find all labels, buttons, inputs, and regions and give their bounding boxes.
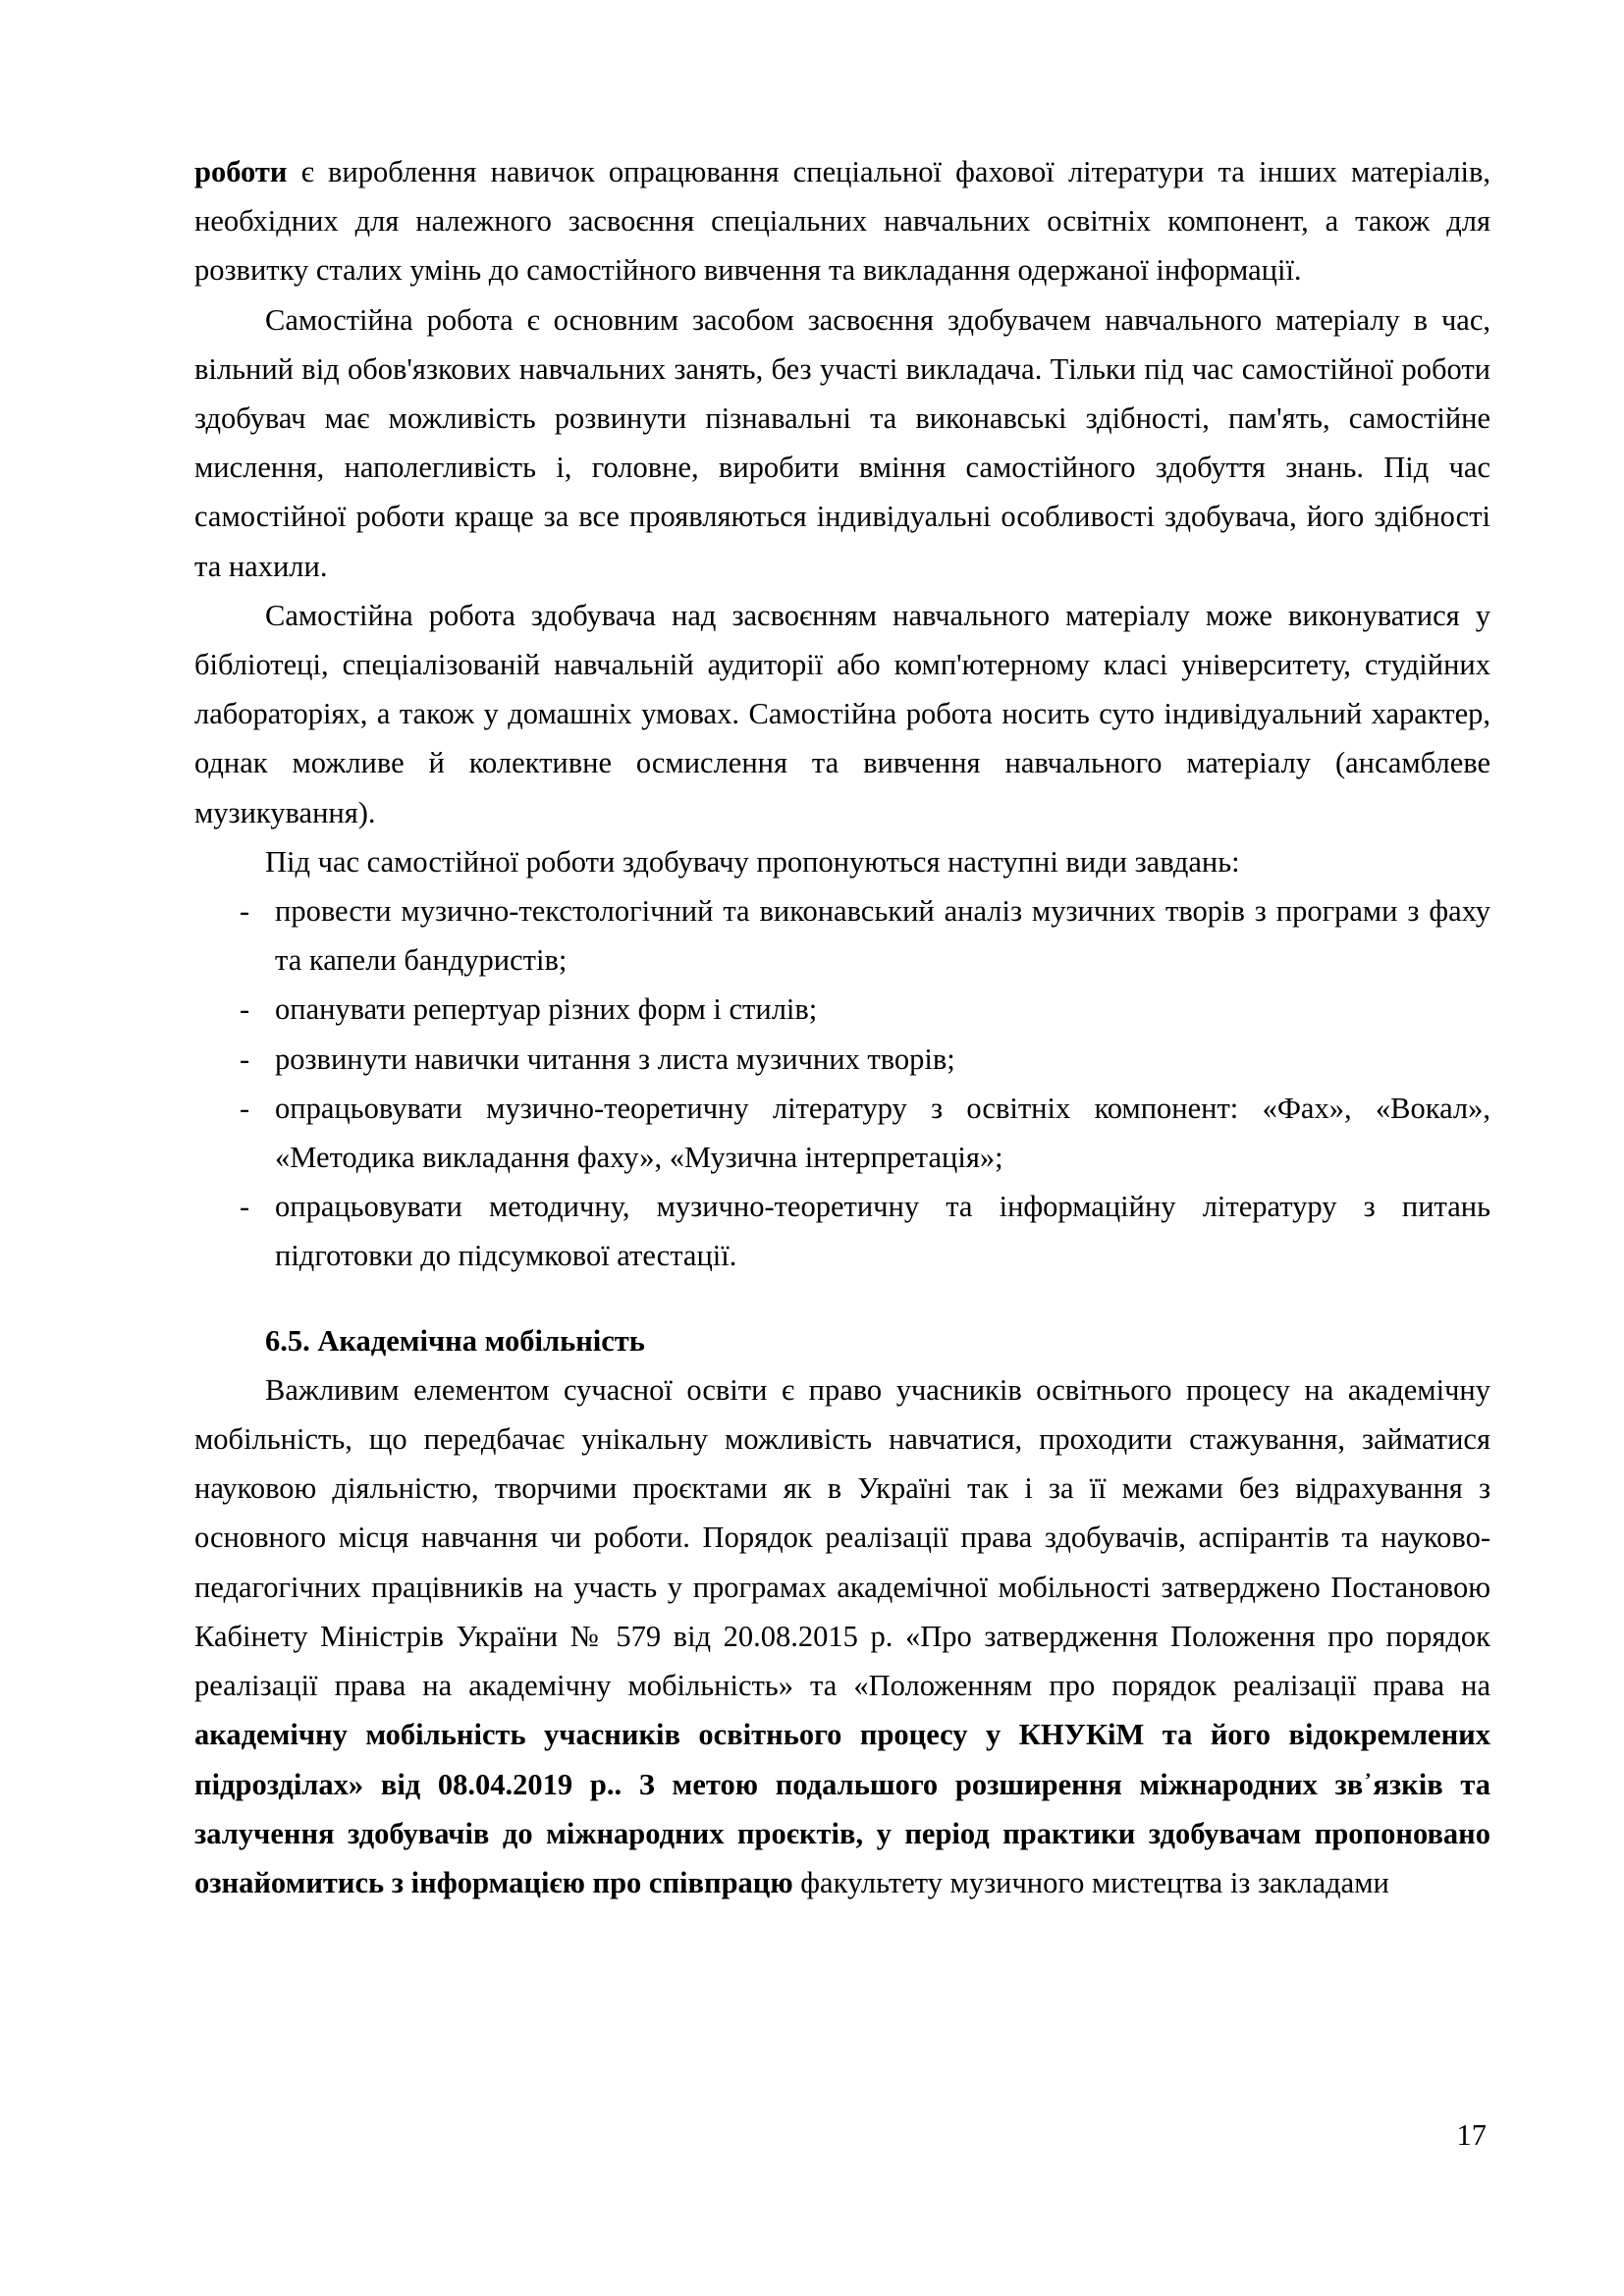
- list-item-label: розвинути навички читання з листа музичних творів;: [275, 1041, 955, 1076]
- paragraph-5: [194, 1365, 1490, 1907]
- list-marker-icon: -: [240, 1190, 250, 1224]
- paragraph-2: Самостійна робота є основним засобом засвоєння здобувачем навчального матеріалу в час, вільний від обов'язкових навчальних занять, без участі викладача. Тільки під час самостійної роботи здобувач має можливість розвинути пізнавальні та виконавські здібності, пам'ять, самостійне мислення, наполегливість і, головне, виробити вміння самостійного здобуття знань. Під час самостійної роботи краще за все проявляються індивідуальні особливості здобувача, його здібності та нахили.: [194, 302, 1490, 583]
- paragraph-5-part-3: факультету музичного мистецтва із закладами: [800, 1865, 1389, 1899]
- paragraph-3: Самостійна робота здобувача над засвоєнням навчального матеріалу може виконуватися у бібліотеці, спеціалізованій навчальній аудиторії або комп'ютерному класі університету, студійних лабораторіях, а також у домашніх умовах. Самостійна робота носить суто індивідуальний характер, однак можливе й колективне осмислення та вивчення навчального матеріалу (ансамблеве музикування).: [194, 598, 1490, 829]
- paragraph-5-part-1: Важливим елементом сучасної освіти є право учасників освітнього процесу на академічну мобільність, що передбачає унікальну можливість навчатися, проходити стажування, займатися науковою діяльністю, творчими проєктами як в Україні так і за її межами без відрахування з основного місця навчання чи роботи. Порядок реалізації права здобувачів, аспірантів та науково-педагогічних працівників на участь у програмах академічної мобільності затверджено Постановою Кабінету Міністрів України № 579 від 20.08.2015 р. «Про затвердження Положення про порядок реалізації права на академічну мобільність» та «Положенням про порядок реалізації права на: [194, 1372, 1490, 1703]
- paragraph-4: Під час самостійної роботи здобувачу пропонуються наступні види завдань:: [265, 844, 1240, 879]
- paragraph-1-lead-bold: роботи: [194, 155, 288, 188]
- list-item: [194, 985, 1490, 1034]
- task-list: [194, 886, 1490, 1281]
- page-number: 17: [1456, 2118, 1487, 2152]
- paragraph-1: [194, 147, 1490, 295]
- list-marker-icon: -: [240, 1091, 250, 1125]
- list-item: [194, 1035, 1490, 1084]
- list-item-label: опанувати репертуар різних форм і стилів;: [275, 992, 818, 1027]
- list-marker-icon: -: [240, 992, 250, 1027]
- list-item: [194, 886, 1490, 985]
- page-content: [194, 147, 1490, 1907]
- list-item: [194, 1084, 1490, 1182]
- list-item-label: провести музично-текстологічний та виконавський аналіз музичних творів з програми з фаху та капели бандуристів;: [275, 894, 1490, 978]
- paragraph-1-rest: є вироблення навичок опрацювання спеціальної фахової літератури та інших матеріалів, необхідних для належного засвоєння спеціальних навчальних освітніх компонент, а також для розвитку сталих умінь до самостійного вивчення та викладання одержаної інформації.: [194, 155, 1490, 288]
- list-item-label: опрацьовувати методичну, музично-теоретичну та інформаційну літературу з питань підготовки до підсумкової атестації.: [275, 1190, 1490, 1273]
- list-marker-icon: -: [240, 1041, 250, 1076]
- section-heading-6-5: 6.5. Академічна мобільність: [265, 1323, 645, 1358]
- list-item-label: опрацьовувати музично-теоретичну літературу з освітніх компонент: «Фах», «Вокал», «Методика викладання фаху», «Музична інтерпретація»;: [275, 1091, 1490, 1175]
- list-item: [194, 1182, 1490, 1280]
- paragraph-5-bold: академічну мобільність учасників освітнього процесу у КНУКіМ та його відокремлених підрозділах» від 08.04.2019 р.. З метою подальшого розширення міжнародних зв᾽язків та залучення здобувачів до міжнародних проєктів, у період практики здобувачам пропоновано ознайомитись з інформацією про співпрацю: [194, 1718, 1490, 1899]
- section-spacer: [194, 1281, 1490, 1316]
- list-marker-icon: -: [240, 894, 250, 929]
